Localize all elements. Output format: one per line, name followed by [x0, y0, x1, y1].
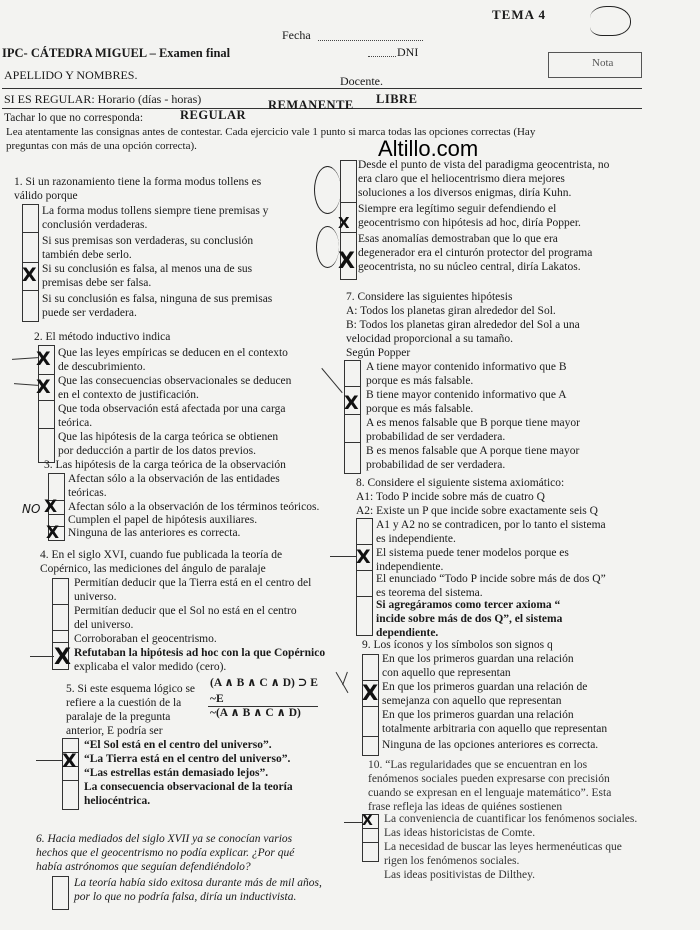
q2-option: Que las hipótesis de la carga teórica se obtienen	[58, 431, 279, 443]
q3-option: Afectan sólo a la observación de los términos teóricos.	[68, 501, 320, 513]
q5-formula: ~(A ∧ B ∧ C ∧ D)	[210, 707, 301, 719]
q4-option: Permitían deducir que el Sol no está en el centro	[74, 605, 297, 617]
q10-sep	[362, 842, 378, 843]
q4-sep	[52, 630, 68, 631]
q7-text: velocidad proporcional a su tamaño.	[346, 333, 514, 345]
q8-text: 8. Considere el siguiente sistema axiomático:	[356, 477, 565, 489]
q8-sep	[356, 570, 372, 571]
q5-option: “El Sol está en el centro del universo”.	[84, 739, 272, 751]
q10-option: Las ideas positivistas de Dilthey.	[384, 869, 535, 881]
q9-mark: X	[362, 681, 379, 705]
opt-libre[interactable]: LIBRE	[376, 92, 418, 106]
q3-option: Afectan sólo a la observación de las entidades	[68, 473, 280, 485]
q3-option: teóricas.	[68, 487, 107, 499]
q9-option: con aquello que representan	[382, 667, 511, 679]
q1-sep	[22, 290, 38, 291]
q3-note: NO	[22, 502, 41, 516]
q6-mark: X	[338, 214, 350, 232]
q6-checkbox[interactable]	[52, 876, 69, 910]
q8-text: A2: Existe un P que incide sobre exactamente seis Q	[356, 505, 598, 517]
q2-option: en el contexto de justificación.	[58, 389, 199, 401]
q1-mark: X	[22, 264, 37, 286]
q1-sep	[22, 232, 38, 233]
q2-option: Que toda observación está afectada por una carga	[58, 403, 286, 415]
q8-checkbox-column[interactable]	[356, 518, 373, 636]
q9-option: semejanza con aquello que representan	[382, 695, 562, 707]
q4-option: del universo.	[74, 619, 134, 631]
q6-text: hechos que el geocentrismo no podía explicar. ¿Por qué	[36, 847, 295, 859]
q9-check-stroke	[342, 672, 348, 685]
q7-option: probabilidad de ser verdadera.	[366, 459, 506, 471]
tema-label: TEMA 4	[492, 7, 547, 22]
q4-option: Refutaban la hipótesis ad hoc con la que Copérnico	[74, 647, 326, 659]
regular-line: SI ES REGULAR: Horario (días - horas)	[4, 92, 202, 106]
q8-option: El enunciado “Todo P incide sobre más de dos Q”	[376, 573, 606, 585]
q8-option: es independiente.	[376, 533, 456, 545]
q7-option: A tiene mayor contenido informativo que B	[366, 361, 567, 373]
q2-mark: X	[36, 348, 51, 370]
q10-text: fenómenos sociales pueden expresarse con precisión	[368, 773, 610, 785]
q1-option: conclusión verdaderas.	[42, 219, 148, 231]
q2-arrow	[14, 383, 38, 386]
q6-mark: X	[338, 249, 355, 274]
q9-option: Ninguna de las opciones anteriores es correcta.	[382, 739, 599, 751]
q7-text: Según Popper	[346, 347, 411, 359]
opt-remanente[interactable]: REMANENTE	[268, 98, 354, 112]
q10-text: 10. “Las regularidades que se encuentran en los	[368, 759, 588, 771]
q8-mark: X	[356, 546, 371, 568]
q3-mark: X	[46, 523, 60, 543]
q4-text: 4. En el siglo XVI, cuando fue publicada la teoría de	[40, 549, 283, 561]
q1-option: premisas debe ser falsa.	[42, 277, 152, 289]
q6-option-right: soluciones a los diversos enigmas, diría Kuhn.	[358, 187, 572, 199]
q3-option: Cumplen el papel de hipótesis auxiliares.	[68, 514, 258, 526]
q1-option: Si su conclusión es falsa, ninguna de sus premisas	[42, 293, 273, 305]
header-divider	[2, 88, 642, 89]
q2-option: de descubrimiento.	[58, 361, 146, 373]
q7-text: B: Todos los planetas giran alrededor del Sol a una	[346, 319, 580, 331]
fecha-line[interactable]	[318, 40, 423, 41]
q10-option: La conveniencia de cuantificar los fenómenos sociales.	[384, 813, 638, 825]
q2-sep	[38, 428, 54, 429]
q10-mark: X	[362, 813, 373, 829]
q8-option: El sistema puede tener modelos porque es	[376, 547, 569, 559]
instructions-line-1: Lea atentamente las consignas antes de contestar. Cada ejercicio vale 1 punto si marca todas las opciones correctas (Hay	[6, 126, 536, 138]
q7-text: 7. Considere las siguientes hipótesis	[346, 291, 513, 303]
q9-option: En que los primeros guardan una relación	[382, 709, 574, 721]
opt-regular[interactable]: REGULAR	[180, 108, 247, 122]
scribble-number	[590, 6, 631, 36]
q4-option: Permitían deducir que la Tierra está en el centro del	[74, 577, 312, 589]
q4-option: explicaba el valor medido (cero).	[74, 661, 227, 673]
q7-arrow	[321, 368, 342, 393]
exam-title: IPC- CÁTEDRA MIGUEL – Examen final	[2, 46, 231, 60]
q2-option: por deducción a partir de los datos previos.	[58, 445, 256, 457]
q6-text: había astrónomos que seguían defendiéndolo?	[36, 861, 251, 873]
q8-sep	[356, 544, 372, 545]
q9-sep	[362, 736, 378, 737]
q1-option: Si su conclusión es falsa, al menos una de sus	[42, 263, 253, 275]
q5-arrow	[36, 760, 62, 761]
q4-arrow	[30, 656, 54, 657]
q8-option: A1 y A2 no se contradicen, por lo tanto el sistema	[376, 519, 606, 531]
q9-option: En que los primeros guardan una relación de	[382, 681, 588, 693]
q5-option: “Las estrellas están demasiado lejos”.	[84, 767, 269, 779]
q7-sep	[344, 442, 360, 443]
q7-option: A es menos falsable que B porque tiene mayor	[366, 417, 580, 429]
q9-option: En que los primeros guardan una relación	[382, 653, 574, 665]
q8-option: es teorema del sistema.	[376, 587, 483, 599]
nota-label: Nota	[592, 57, 614, 69]
q8-option: independiente.	[376, 561, 444, 573]
dni-line[interactable]	[368, 56, 396, 57]
instructions-line-2: preguntas con más de una opción correcta).	[6, 140, 197, 152]
q5-text: paralaje de la pregunta	[66, 711, 171, 723]
q6-option: La teoría había sido exitosa durante más de mil años,	[74, 877, 322, 889]
q2-sep	[38, 400, 54, 401]
q2-option: Que las consecuencias observacionales se deducen	[58, 375, 292, 387]
q8-option: dependiente.	[376, 627, 439, 639]
q2-option: teórica.	[58, 417, 93, 429]
q7-option: B es menos falsable que A porque tiene mayor	[366, 445, 580, 457]
q6-option-right: degenerador era el cinturón protector del programa	[358, 247, 593, 259]
q2-mark: X	[36, 376, 51, 398]
q7-text: A: Todos los planetas giran alrededor del Sol.	[346, 305, 556, 317]
q10-option: Las ideas historicistas de Comte.	[384, 827, 536, 839]
q5-option: “La Tierra está en el centro del universo”.	[84, 753, 291, 765]
q6-option: por lo que no podría falsa, diría un inductivista.	[74, 891, 297, 903]
q6-option-right: era claro que el heliocentrismo diera mejores	[358, 173, 565, 185]
q5-text: refiere a la cuestión de la	[66, 697, 182, 709]
q6-option-right: Desde el punto de vista del paradigma geocentrista, no	[358, 159, 610, 171]
tachar-label: Tachar lo que no corresponda:	[4, 112, 144, 124]
q6-scribble	[316, 226, 339, 268]
q4-mark: X	[54, 645, 71, 670]
q6-option-right: geocentrista, no su núcleo central, diría Lakatos.	[358, 261, 581, 273]
q5-formula: ~E	[210, 693, 224, 705]
q7-sep	[344, 414, 360, 415]
q10-arrow	[344, 822, 362, 823]
q7-sep	[344, 386, 360, 387]
apellido-label: APELLIDO Y NOMBRES.	[4, 68, 138, 82]
q7-option: B tiene mayor contenido informativo que A	[366, 389, 567, 401]
q1-option: puede ser verdadera.	[42, 307, 137, 319]
fecha-label: Fecha	[282, 28, 311, 42]
q6-option-right: Esas anomalías demostraban que lo que era	[358, 233, 558, 245]
q10-text: cuando se expresan en el lenguaje matemático”. Esta	[368, 787, 612, 799]
q4-text: Copérnico, las mediciones del ángulo de paralaje	[40, 563, 266, 575]
q6-option-right: Siempre era legítimo seguir defendiendo el	[358, 203, 557, 215]
q4-option: universo.	[74, 591, 117, 603]
q2-text: 2. El método inductivo indica	[34, 331, 171, 343]
q5-sep	[62, 780, 78, 781]
q6-scribble	[314, 166, 341, 214]
q4-sep	[52, 642, 68, 643]
q4-option: Corroboraban el geocentrismo.	[74, 633, 217, 645]
q9-checkbox-column[interactable]	[362, 654, 379, 756]
q7-option: porque es más falsable.	[366, 403, 474, 415]
watermark: Altillo.com	[378, 136, 479, 161]
q10-option: La necesidad de buscar las leyes hermenéuticas que	[384, 841, 622, 853]
q7-option: probabilidad de ser verdadera.	[366, 431, 506, 443]
q10-text: frase refleja las ideas de quiénes sostienen	[368, 801, 563, 813]
q5-text: 5. Si este esquema lógico se	[66, 683, 196, 695]
q2-arrow	[12, 357, 38, 360]
q9-sep	[362, 706, 378, 707]
q3-mark: X	[44, 497, 58, 517]
q7-mark: X	[344, 392, 359, 414]
q3-text: 3. Las hipótesis de la carga teórica de la observación	[44, 459, 286, 471]
q8-arrow	[330, 556, 356, 557]
q9-option: totalmente arbitraria con aquello que representan	[382, 723, 608, 735]
q3-option: Ninguna de las anteriores es correcta.	[68, 527, 241, 539]
q1-checkbox-column[interactable]	[22, 204, 39, 322]
q5-formula: (A ∧ B ∧ C ∧ D) ⊃ E	[210, 677, 318, 689]
q2-sep	[38, 374, 54, 375]
q10-option: rigen los fenómenos sociales.	[384, 855, 520, 867]
q1-text: válido porque	[14, 190, 78, 202]
q1-option: Si sus premisas son verdaderas, su conclusión	[42, 235, 254, 247]
q7-checkbox-column[interactable]	[344, 360, 361, 474]
dni-label: DNI	[397, 45, 419, 59]
q2-option: Que las leyes empíricas se deducen en el contexto	[58, 347, 288, 359]
q8-option: Si agregáramos como tercer axioma “	[376, 599, 561, 611]
q5-text: anterior, E podría ser	[66, 725, 163, 737]
docente-label: Docente.	[340, 74, 383, 88]
q5-option: heliocéntrica.	[84, 795, 151, 807]
q8-sep	[356, 596, 372, 597]
q6-text: 6. Hacia mediados del siglo XVII ya se conocían varios	[36, 833, 293, 845]
q8-text: A1: Todo P incide sobre más de cuatro Q	[356, 491, 545, 503]
q1-sep	[22, 262, 38, 263]
q7-option: porque es más falsable.	[366, 375, 474, 387]
q9-text: 9. Los íconos y los símbolos son signos q	[362, 639, 553, 651]
q8-option: incide sobre más de dos Q”, el sistema	[376, 613, 563, 625]
q6-option-right: geocentrismo con hipótesis ad hoc, diría Popper.	[358, 217, 581, 229]
q1-text: 1. Si un razonamiento tiene la forma modus tollens es	[14, 176, 262, 188]
q4-sep	[52, 604, 68, 605]
q1-option: también debe serlo.	[42, 249, 132, 261]
q5-checkbox-column[interactable]	[62, 738, 79, 810]
q5-mark: X	[62, 750, 77, 772]
q6-sep	[340, 202, 356, 203]
q1-option: La forma modus tollens siempre tiene premisas y	[42, 205, 269, 217]
q5-option: La consecuencia observacional de la teoría	[84, 781, 293, 793]
